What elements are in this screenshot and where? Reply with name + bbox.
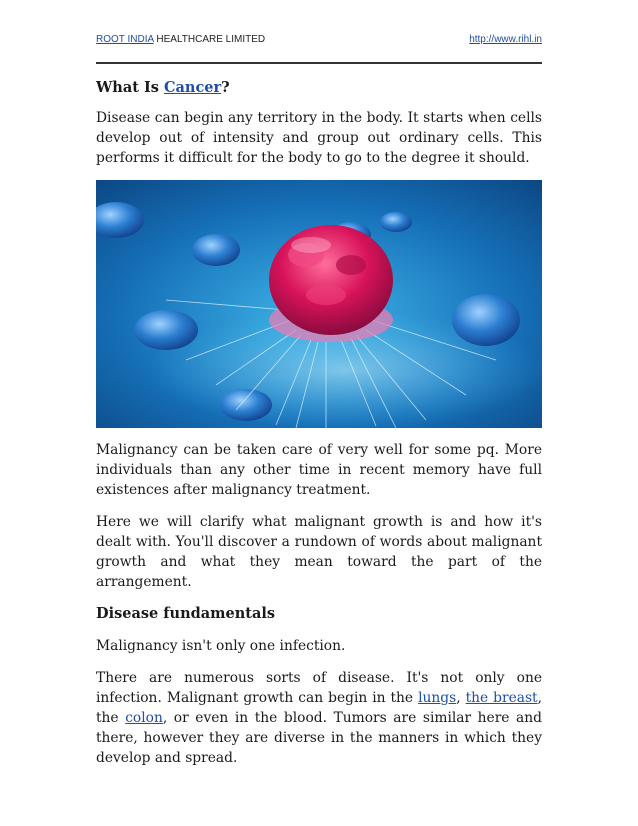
cancer-link[interactable]: Cancer	[163, 79, 222, 96]
small-cell	[452, 294, 520, 346]
company-name	[96, 34, 265, 45]
small-cell	[220, 389, 272, 421]
types-text-2: ,	[456, 690, 466, 706]
treatment-paragraph: Malignancy can be taken care of very well for some pq. More individuals than any other time in recent memory have full existences after malignancy treatment.	[96, 442, 542, 498]
heading1-suffix: ?	[221, 79, 230, 96]
page-header	[96, 34, 542, 45]
article-body	[96, 78, 542, 780]
breast-link[interactable]: the breast	[465, 690, 538, 706]
company-name-rest: HEALTHCARE LIMITED	[153, 34, 266, 45]
cell-bump	[306, 285, 346, 305]
cancer-cell-image	[96, 180, 542, 428]
small-cell	[192, 234, 240, 266]
heading-disease-fundamentals: Disease fundamentals	[96, 605, 276, 622]
small-cell	[380, 212, 412, 232]
fundamentals-paragraph: Malignancy isn't only one infection.	[96, 638, 346, 654]
small-cell	[134, 310, 198, 350]
lungs-link[interactable]: lungs	[418, 690, 457, 706]
types-text-1: There are numerous sorts of disease. It's not only one infection. Malignant growth can begin in the	[96, 670, 542, 706]
header-divider	[96, 62, 542, 64]
cancer-cell	[269, 225, 393, 335]
types-paragraph	[96, 668, 542, 768]
website-link[interactable]: http://www.rihl.in	[469, 34, 542, 45]
intro-paragraph: Disease can begin any territory in the body. It starts when cells develop out of intensity and group out ordinary cells. This performs it difficult for the body to go to the degree it should.	[96, 110, 542, 166]
heading-what-is-cancer	[96, 78, 542, 98]
colon-link[interactable]: colon	[125, 710, 163, 726]
heading1-prefix: What Is	[96, 79, 164, 96]
cell-highlight	[291, 237, 331, 253]
types-text-3: , the	[96, 690, 542, 726]
cell-bump	[336, 255, 366, 275]
types-text-4: , or even in the blood. Tumors are similar here and there, however they are diverse in the manners in which they develop and spread.	[96, 710, 542, 766]
clarify-paragraph: Here we will clarify what malignant growth is and how it's dealt with. You'll discover a rundown of words about malignant growth and what they mean toward the part of the arrangement.	[96, 514, 542, 590]
company-link[interactable]: ROOT INDIA	[96, 34, 154, 45]
